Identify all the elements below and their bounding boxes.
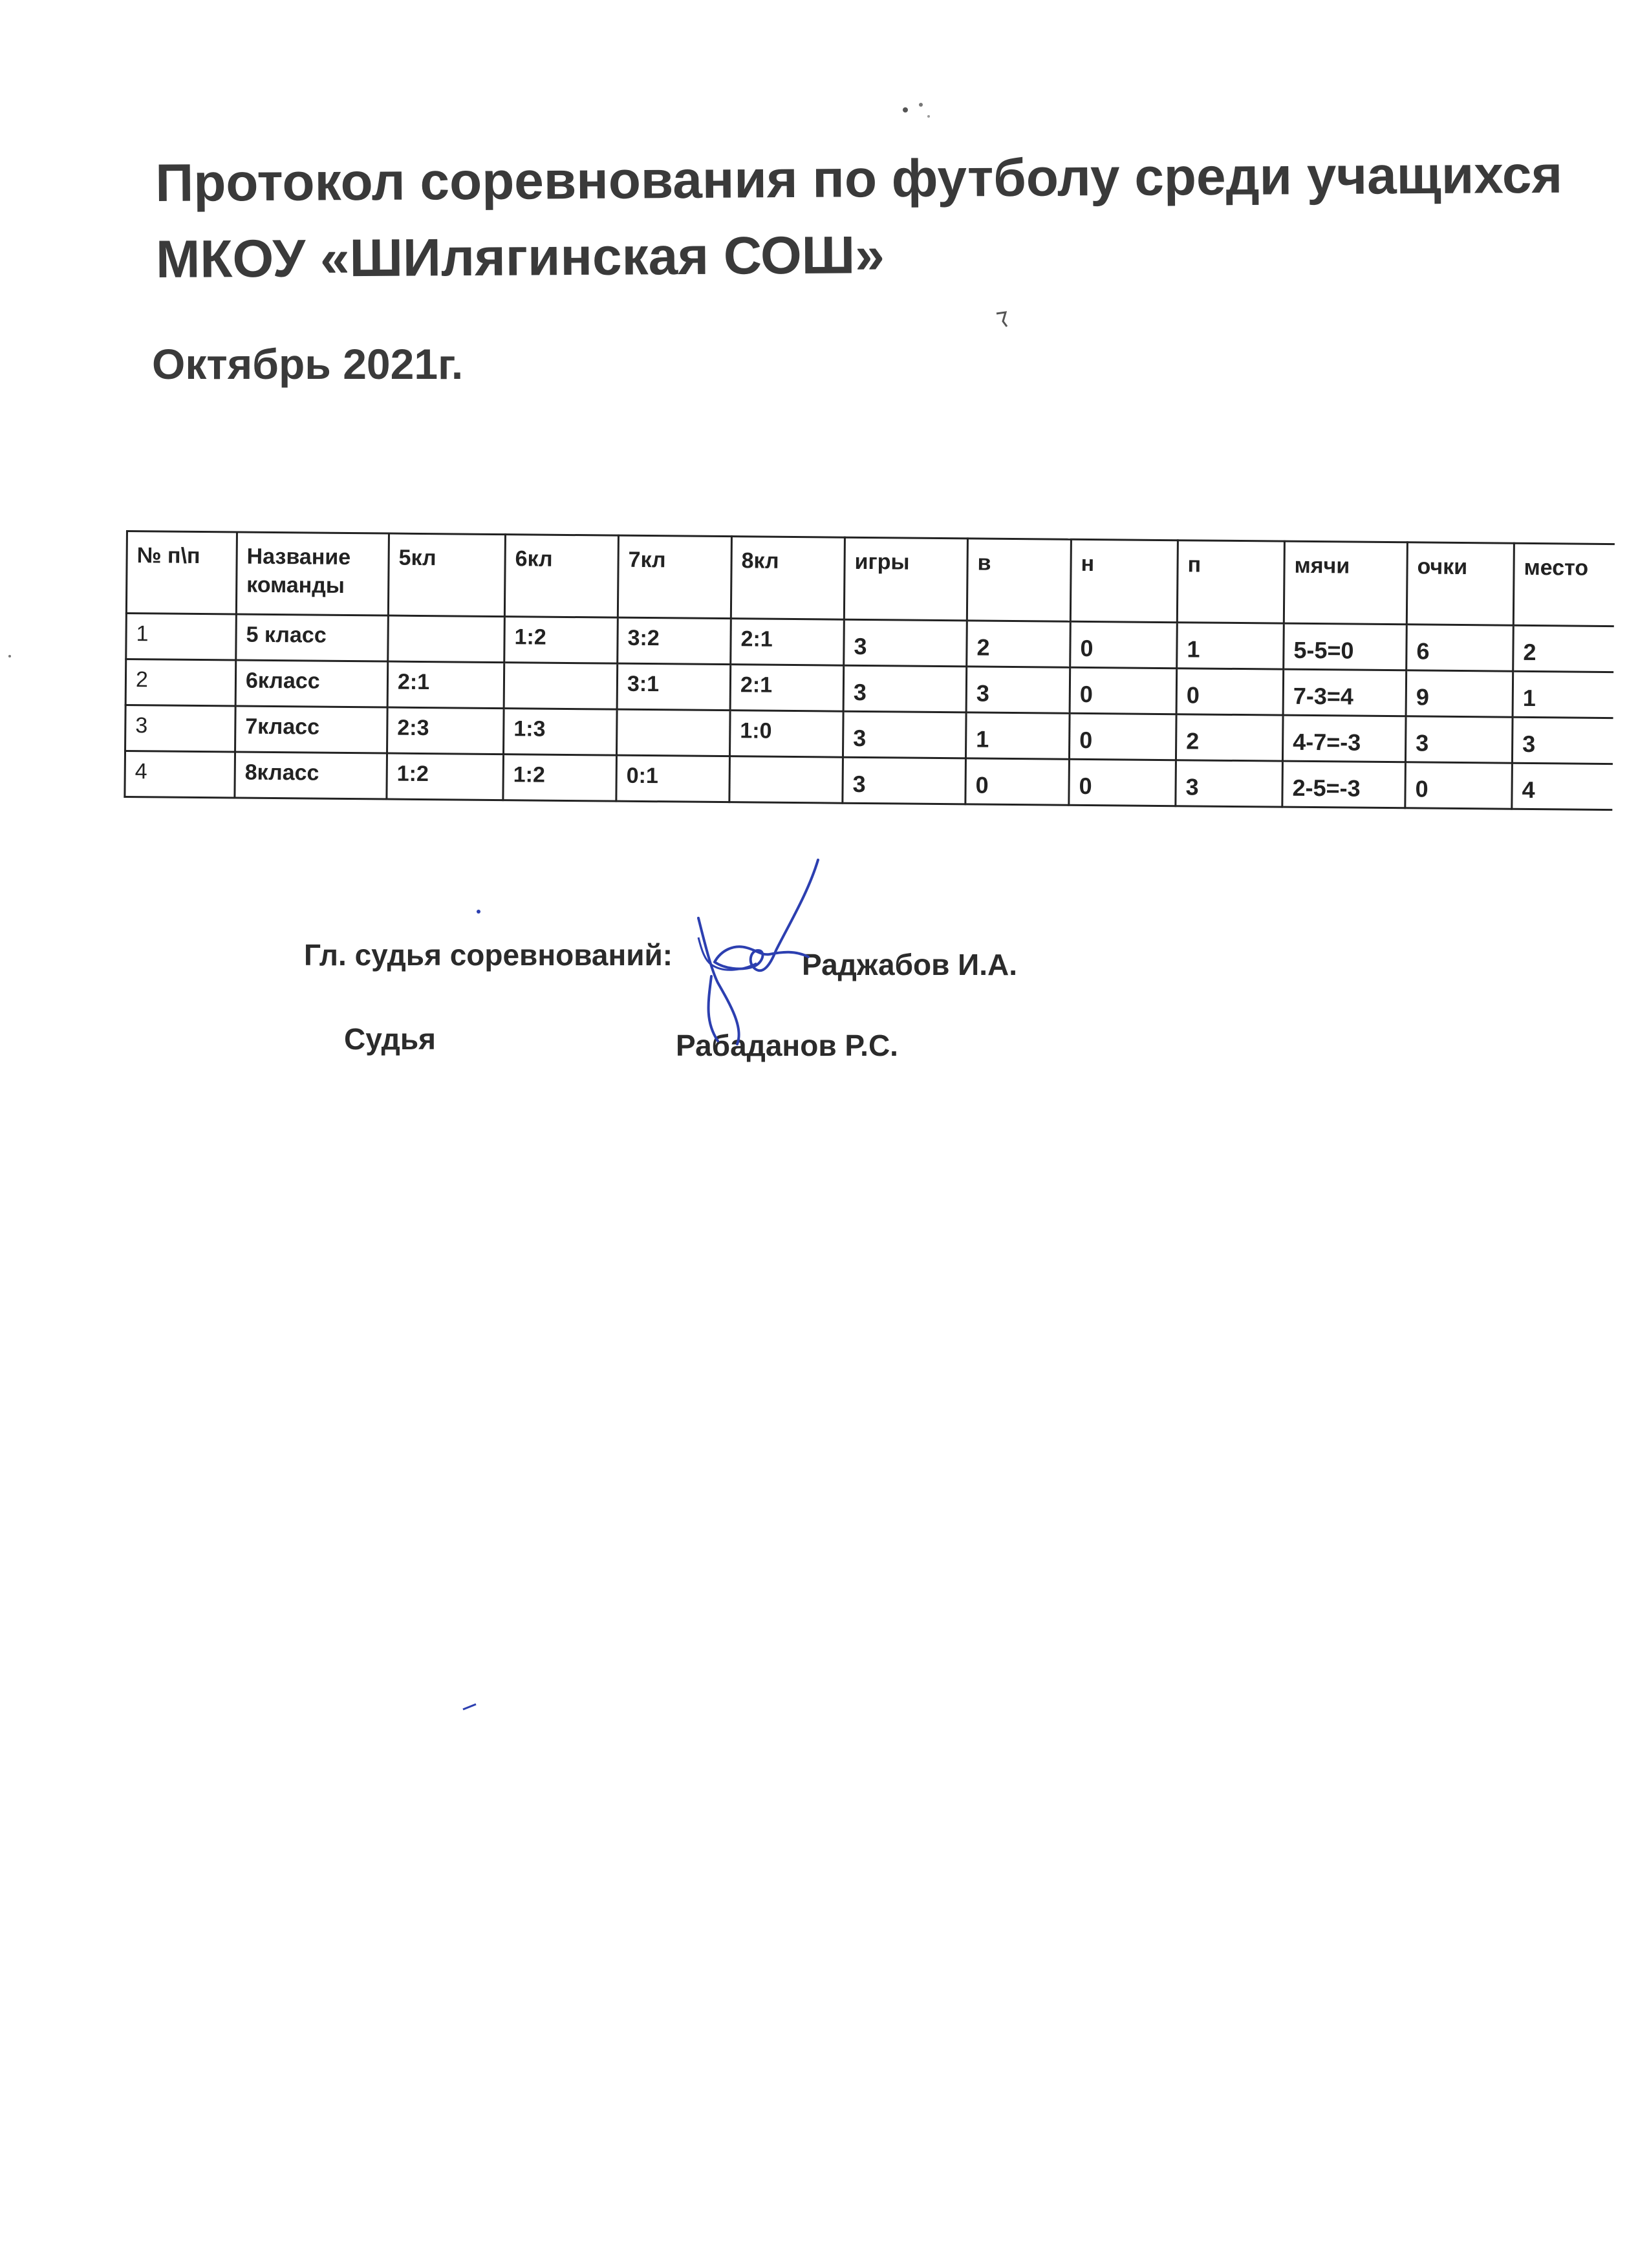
cell-goals: 4-7=-3 [1282, 715, 1406, 762]
cell-points: 0 [1405, 762, 1513, 809]
results-table [124, 530, 1614, 811]
title-line-2: МКОУ «ШИлягинская СОШ» [155, 226, 885, 289]
cell-vs-8kl: 1:0 [729, 711, 843, 758]
header-cell-index: № п\п [126, 531, 237, 614]
cell-draws: 0 [1069, 759, 1176, 806]
cell-wins: 1 [965, 712, 1070, 759]
scan-speck [472, 905, 485, 918]
cell-index: 2 [125, 659, 236, 706]
cell-draws: 0 [1069, 713, 1176, 760]
cell-vs-5kl [388, 615, 505, 663]
cell-place: 4 [1512, 763, 1613, 809]
header-cell-games: игры [844, 537, 967, 621]
cell-team-name: 6класс [235, 660, 388, 707]
results-table-container [124, 530, 1613, 811]
cell-place: 3 [1512, 717, 1613, 764]
header-cell-7kl: 7кл [618, 535, 731, 619]
cell-losses: 1 [1177, 623, 1284, 669]
table-header-row [126, 531, 1614, 626]
scan-speck [899, 97, 938, 129]
cell-place: 2 [1513, 625, 1614, 672]
chief-judge-label: Гл. судья соревнований: [304, 938, 673, 972]
cell-vs-5kl: 2:3 [387, 707, 504, 754]
cell-index: 4 [125, 751, 235, 798]
cell-index: 1 [126, 614, 237, 660]
cell-losses: 0 [1176, 669, 1284, 715]
cell-wins: 0 [965, 758, 1070, 805]
header-cell-6kl: 6кл [504, 535, 618, 618]
cell-points: 3 [1405, 716, 1513, 763]
cell-games: 3 [844, 619, 967, 667]
cell-vs-8kl: 2:1 [730, 665, 844, 712]
cell-draws: 0 [1070, 667, 1177, 714]
cell-vs-7kl: 3:2 [618, 617, 731, 665]
header-cell-wins: в [967, 539, 1071, 621]
scan-speck [993, 307, 1018, 333]
header-cell-team-name: Название команды [236, 532, 389, 615]
cell-goals: 5-5=0 [1284, 623, 1407, 670]
scan-speck [6, 653, 13, 659]
chief-judge-name: Раджабов И.А. [802, 948, 1018, 981]
cell-goals: 7-3=4 [1283, 669, 1406, 716]
cell-team-name: 7класс [235, 706, 388, 753]
cell-team-name: 5 класс [236, 614, 389, 661]
header-cell-5kl: 5кл [388, 533, 505, 617]
cell-vs-6kl [504, 663, 618, 710]
header-cell-losses: п [1177, 540, 1284, 623]
judge-label: Судья [344, 1022, 436, 1056]
cell-vs-7kl [616, 709, 730, 756]
cell-draws: 0 [1070, 621, 1178, 668]
cell-vs-5kl: 2:1 [387, 661, 504, 709]
cell-vs-5kl: 1:2 [387, 753, 504, 800]
cell-games: 3 [843, 757, 966, 804]
cell-place: 1 [1513, 671, 1613, 718]
cell-vs-8kl: 2:1 [731, 619, 845, 666]
cell-games: 3 [843, 711, 966, 758]
document-title [155, 137, 1579, 298]
cell-wins: 3 [966, 667, 1070, 713]
header-cell-place: место [1513, 543, 1614, 626]
header-cell-points: очки [1406, 542, 1514, 625]
cell-vs-8kl [729, 756, 843, 804]
cell-wins: 2 [967, 621, 1071, 667]
cell-vs-6kl: 1:2 [503, 754, 617, 802]
judge-name: Рабаданов Р.С. [676, 1029, 898, 1062]
cell-points: 6 [1406, 625, 1514, 671]
handwritten-signature [685, 853, 834, 1047]
cell-losses: 3 [1176, 760, 1283, 807]
cell-vs-7kl: 3:1 [617, 663, 731, 711]
header-cell-8kl: 8кл [731, 537, 845, 620]
cell-team-name: 8класс [235, 752, 387, 799]
scan-speck [460, 1700, 480, 1713]
cell-goals: 2-5=-3 [1282, 761, 1406, 808]
header-cell-goals: мячи [1284, 541, 1407, 625]
cell-losses: 2 [1176, 714, 1283, 761]
cell-vs-6kl: 1:2 [504, 617, 618, 664]
cell-index: 3 [125, 705, 236, 752]
cell-points: 9 [1406, 670, 1513, 717]
cell-vs-7kl: 0:1 [616, 755, 730, 802]
header-cell-draws: н [1070, 539, 1178, 622]
cell-vs-6kl: 1:3 [503, 709, 617, 756]
cell-games: 3 [843, 665, 967, 712]
document-date: Октябрь 2021г. [152, 340, 464, 388]
title-line-1: Протокол соревнования по футболу среди учащихся [155, 145, 1563, 213]
